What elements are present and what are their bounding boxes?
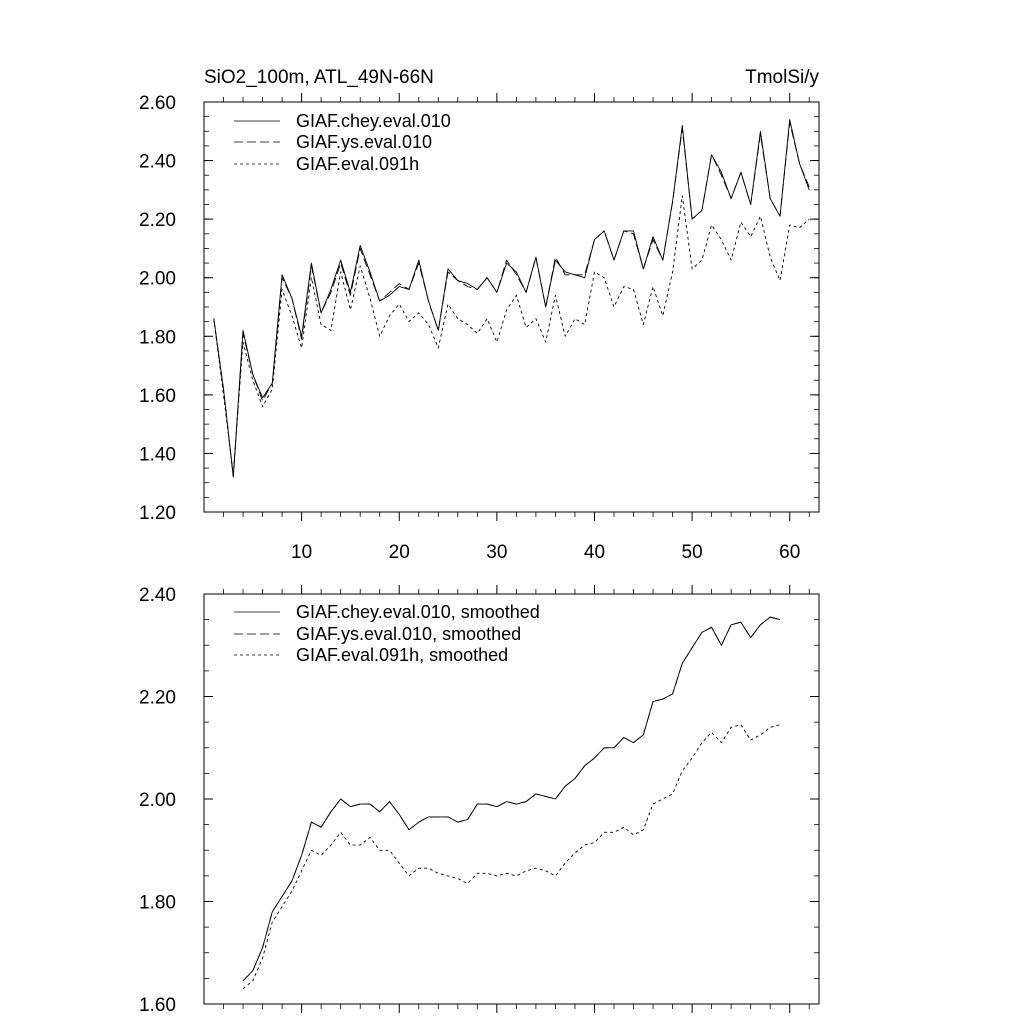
y-tick-label: 2.40 bbox=[139, 585, 176, 606]
bottom-series-group bbox=[243, 617, 780, 989]
series-line-eval091h bbox=[214, 196, 809, 474]
y-tick-label: 1.80 bbox=[139, 327, 176, 349]
x-tick-label: 30 bbox=[486, 542, 508, 563]
bottom-panel bbox=[139, 585, 819, 1016]
x-tick-label: 40 bbox=[583, 542, 606, 563]
y-tick-label: 1.80 bbox=[139, 892, 176, 914]
y-tick-label: 2.00 bbox=[139, 268, 176, 290]
x-tick-label: 10 bbox=[291, 542, 313, 563]
series-line-ys-smoothed bbox=[243, 617, 780, 981]
legend-label-chey: GIAF.chey.eval.010 bbox=[296, 111, 451, 131]
top-title-right: TmolSi/y bbox=[745, 67, 819, 88]
series-line-eval091h-smoothed bbox=[243, 725, 780, 989]
series-line-ys bbox=[214, 123, 809, 477]
legend-label-chey-smoothed: GIAF.chey.eval.010, smoothed bbox=[296, 602, 540, 622]
legend-label-ys: GIAF.ys.eval.010 bbox=[296, 132, 433, 152]
top-legend bbox=[234, 111, 451, 174]
x-tick-label: 50 bbox=[681, 542, 703, 563]
legend-label-091h: GIAF.eval.091h bbox=[296, 154, 420, 174]
top-title-left: SiO2_100m, ATL_49N-66N bbox=[204, 67, 434, 88]
bottom-legend bbox=[234, 602, 540, 665]
y-tick-label: 1.60 bbox=[139, 385, 176, 407]
top-panel bbox=[139, 67, 819, 563]
y-tick-label: 2.20 bbox=[139, 687, 176, 709]
y-tick-label: 1.20 bbox=[139, 503, 176, 524]
y-tick-label: 1.60 bbox=[139, 995, 176, 1016]
series-line-chey-smoothed bbox=[243, 617, 780, 981]
y-tick-label: 2.40 bbox=[139, 151, 176, 173]
x-tick-label: 20 bbox=[388, 542, 410, 563]
y-tick-label: 2.20 bbox=[139, 210, 176, 232]
y-tick-label: 1.40 bbox=[139, 444, 176, 466]
legend-label-ys-smoothed: GIAF.ys.eval.010, smoothed bbox=[296, 624, 522, 644]
legend-label-091h-smoothed: GIAF.eval.091h, smoothed bbox=[296, 645, 509, 665]
y-tick-label: 2.00 bbox=[139, 790, 176, 811]
y-tick-label: 2.60 bbox=[139, 93, 176, 114]
x-tick-label: 60 bbox=[779, 542, 801, 563]
